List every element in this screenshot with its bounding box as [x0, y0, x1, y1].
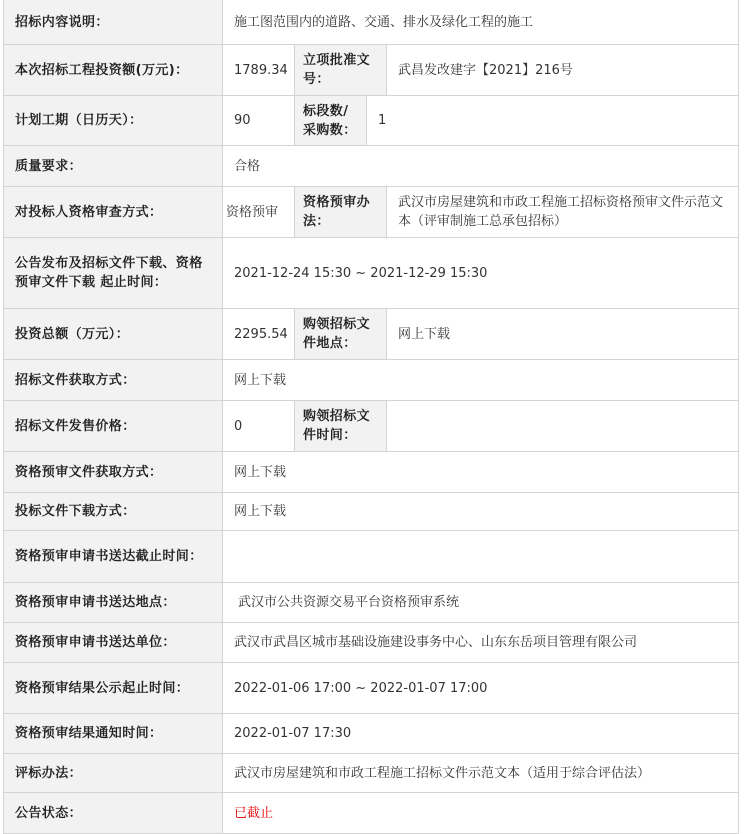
label-sections: 标段数/采购数：	[294, 96, 366, 145]
row-total-investment	[3, 308, 739, 359]
label-qualification-review: 对投标人资格审查方式：	[3, 187, 222, 237]
label-evaluation-method: 评标办法：	[3, 754, 222, 792]
row-application-deadline	[3, 530, 739, 582]
row-evaluation-method	[3, 753, 739, 792]
row-application-location	[3, 582, 739, 622]
label-application-deadline: 资格预审申请书送达截止时间：	[3, 531, 222, 582]
value-quality: 合格	[222, 146, 739, 186]
row-investment	[3, 44, 739, 95]
label-schedule: 计划工期（日历天）：	[3, 96, 222, 145]
row-application-unit	[3, 622, 739, 662]
value-application-location: 武汉市公共资源交易平台资格预审系统	[222, 583, 739, 622]
value-bid-download: 网上下载	[222, 493, 739, 530]
row-schedule	[3, 95, 739, 145]
value-investment: 1789.34	[222, 45, 294, 95]
value-prequal-doc-acquisition: 网上下载	[222, 452, 739, 492]
value-application-deadline	[222, 531, 739, 582]
value-sections: 1	[366, 96, 739, 145]
label-investment: 本次招标工程投资额(万元)：	[3, 45, 222, 95]
value-doc-acquisition: 网上下载	[222, 360, 739, 400]
row-doc-acquisition	[3, 359, 739, 400]
value-evaluation-method: 武汉市房屋建筑和市政工程施工招标文件示范文本（适用于综合评估法）	[222, 754, 739, 792]
status-badge: 已截止	[222, 793, 739, 833]
value-purchase-time	[386, 401, 739, 451]
label-announcement-status: 公告状态：	[3, 793, 222, 833]
label-total-investment: 投资总额（万元）：	[3, 309, 222, 359]
value-purchase-location: 网上下载	[386, 309, 739, 359]
value-application-unit: 武汉市武昌区城市基础设施建设事务中心、山东东岳项目管理有限公司	[222, 623, 739, 662]
label-prequal-doc-acquisition: 资格预审文件获取方式：	[3, 452, 222, 492]
label-bid-download: 投标文件下载方式：	[3, 493, 222, 530]
value-qualification-review: 资格预审	[222, 187, 294, 237]
value-approval-no: 武昌发改建字【2021】216号	[386, 45, 739, 95]
label-tender-content: 招标内容说明：	[3, 0, 222, 44]
label-quality: 质量要求：	[3, 146, 222, 186]
label-publish-period: 公告发布及招标文件下载、资格预审文件下载 起止时间：	[3, 238, 222, 308]
row-result-notice	[3, 713, 739, 753]
value-result-publicity: 2022-01-06 17:00 ~ 2022-01-07 17:00	[222, 663, 739, 713]
label-purchase-time: 购领招标文件时间：	[294, 401, 386, 451]
label-application-location: 资格预审申请书送达地点：	[3, 583, 222, 622]
value-schedule: 90	[222, 96, 294, 145]
row-prequal-doc-acquisition	[3, 451, 739, 492]
label-application-unit: 资格预审申请书送达单位：	[3, 623, 222, 662]
value-prequal-method: 武汉市房屋建筑和市政工程施工招标资格预审文件示范文本（评审制施工总承包招标）	[386, 187, 739, 237]
value-result-notice: 2022-01-07 17:30	[222, 714, 739, 753]
label-purchase-location: 购领招标文件地点：	[294, 309, 386, 359]
label-approval-no: 立项批准文号：	[294, 45, 386, 95]
value-total-investment: 2295.54	[222, 309, 294, 359]
tender-info-table	[3, 0, 739, 834]
label-result-publicity: 资格预审结果公示起止时间：	[3, 663, 222, 713]
label-result-notice: 资格预审结果通知时间：	[3, 714, 222, 753]
label-doc-price: 招标文件发售价格：	[3, 401, 222, 451]
value-tender-content: 施工图范围内的道路、交通、排水及绿化工程的施工	[222, 0, 739, 44]
row-publish-period	[3, 237, 739, 308]
row-announcement-status	[3, 792, 739, 834]
label-doc-acquisition: 招标文件获取方式：	[3, 360, 222, 400]
row-doc-price	[3, 400, 739, 451]
value-publish-period: 2021-12-24 15:30 ~ 2021-12-29 15:30	[222, 238, 739, 308]
row-quality	[3, 145, 739, 186]
label-prequal-method: 资格预审办法：	[294, 187, 386, 237]
value-doc-price: 0	[222, 401, 294, 451]
row-qualification-review	[3, 186, 739, 237]
row-tender-content	[3, 0, 739, 44]
row-result-publicity	[3, 662, 739, 713]
row-bid-download	[3, 492, 739, 530]
